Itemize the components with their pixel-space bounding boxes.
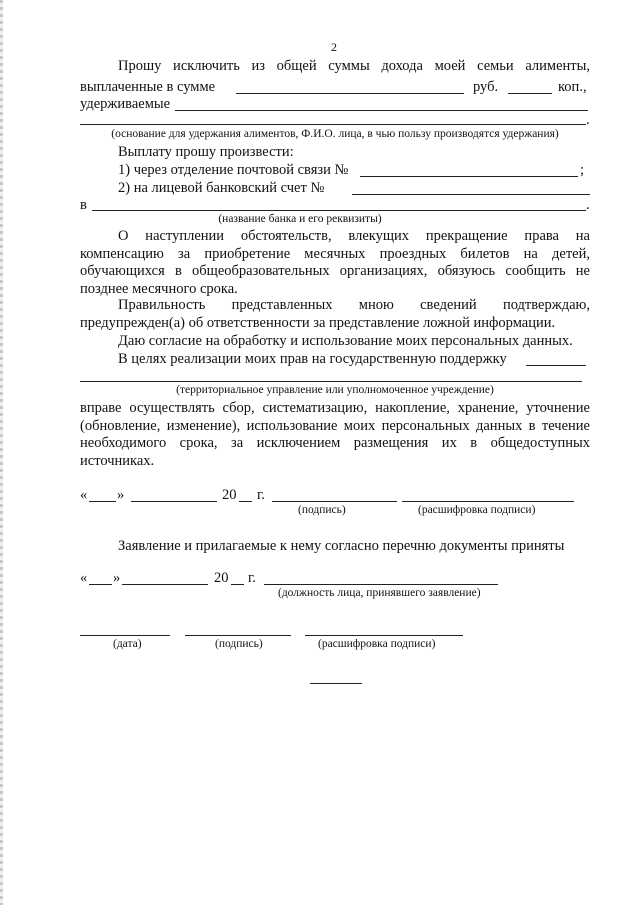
- consent-line-3: необходимого срока, за исключением размещения их в общедоступных: [80, 435, 590, 451]
- alimony-paragraph: [80, 58, 590, 76]
- bottom-decode-field[interactable]: [305, 635, 463, 636]
- bank-in-label: в: [80, 197, 87, 213]
- confirm-line-2: предупрежден(а) об ответственности за представление ложной информации.: [80, 314, 556, 331]
- accepted-date-quote-close: »: [113, 570, 121, 586]
- alimony-caption: (основание для удержания алиментов, Ф.И.О. лица, в чью пользу производятся удержания): [111, 128, 559, 140]
- accepted-position-caption: (должность лица, принявшего заявление): [278, 587, 481, 599]
- authority-caption: (территориальное управление или уполномоченное учреждение): [176, 384, 494, 396]
- payment-option-bank: 2) на лицевой банковский счет №: [118, 180, 325, 196]
- accepted-year-field[interactable]: [231, 584, 244, 585]
- consent-paragraph: [80, 400, 590, 470]
- bottom-signature-caption: (подпись): [215, 638, 263, 650]
- accepted-year-prefix: 20: [214, 570, 229, 586]
- payment-option-post: 1) через отделение почтовой связи №: [118, 162, 349, 178]
- applicant-decode-caption: (расшифровка подписи): [418, 504, 536, 516]
- alimony-amount-label: выплаченные в сумме: [80, 79, 216, 95]
- withheld-basis-field[interactable]: [80, 124, 586, 125]
- accepted-date-quote-open: «: [80, 570, 88, 586]
- consent-line-1: вправе осуществлять сбор, систематизацию, накопление, хранение, уточнение: [80, 400, 590, 416]
- bank-in-end: .: [586, 197, 590, 213]
- consent-line-4: источниках.: [80, 452, 155, 469]
- kop-label: коп.,: [558, 79, 587, 95]
- bank-name-field[interactable]: [92, 210, 586, 211]
- alimony-kop-field[interactable]: [508, 93, 552, 94]
- payment-option-post-end: ;: [580, 162, 585, 178]
- alimony-rub-field[interactable]: [236, 93, 464, 94]
- consent-text: Даю согласие на обработку и использование моих персональных данных.: [118, 333, 573, 349]
- confirm-paragraph: [80, 297, 590, 332]
- applicant-date-quote-close: »: [117, 487, 125, 503]
- applicant-month-field[interactable]: [131, 501, 217, 502]
- applicant-signature-caption: (подпись): [298, 504, 346, 516]
- accepted-day-field[interactable]: [89, 584, 112, 585]
- page-number: 2: [331, 40, 337, 54]
- end-rule: [310, 683, 362, 684]
- bottom-date-caption: (дата): [113, 638, 142, 650]
- notice-paragraph: [80, 228, 590, 298]
- bank-account-field[interactable]: [352, 194, 590, 195]
- authority-field[interactable]: [80, 381, 582, 382]
- notice-line-4: позднее месячного срока.: [80, 280, 238, 297]
- applicant-year-suffix: г.: [257, 487, 265, 503]
- withheld-period: .: [586, 112, 590, 128]
- applicant-day-field[interactable]: [89, 501, 116, 502]
- alimony-line-1: Прошу исключить из общей суммы дохода моей семьи алименты,: [118, 58, 590, 74]
- applicant-year-field[interactable]: [239, 501, 252, 502]
- applicant-year-prefix: 20: [222, 487, 237, 503]
- payment-intro: Выплату прошу произвести:: [118, 144, 294, 160]
- post-office-number-field[interactable]: [360, 176, 578, 177]
- accepted-text: Заявление и прилагаемые к нему согласно перечню документы приняты: [118, 538, 565, 554]
- notice-line-3: обучающихся в общеобразовательных организациях, обязуюсь сообщить не: [80, 263, 590, 279]
- rub-label: руб.: [473, 79, 499, 95]
- applicant-date-quote-open: «: [80, 487, 88, 503]
- notice-line-1: О наступлении обстоятельств, влекущих прекращение права на: [118, 228, 590, 244]
- accepted-year-suffix: г.: [248, 570, 256, 586]
- withheld-field[interactable]: [175, 110, 588, 111]
- bottom-decode-caption: (расшифровка подписи): [318, 638, 436, 650]
- applicant-signature-field[interactable]: [272, 501, 397, 502]
- consent-line-2: (обновление, изменение), использование моих персональных данных в течение: [80, 417, 590, 434]
- withheld-label: удерживаемые: [80, 96, 171, 112]
- rights-text: В целях реализации моих прав на государственную поддержку: [118, 351, 507, 367]
- bank-caption: (название банка и его реквизиты): [218, 213, 382, 225]
- bottom-date-field[interactable]: [80, 635, 170, 636]
- bottom-signature-field[interactable]: [185, 635, 291, 636]
- rights-field-short[interactable]: [526, 365, 586, 366]
- accepted-month-field[interactable]: [122, 584, 208, 585]
- applicant-decode-field[interactable]: [402, 501, 574, 502]
- confirm-line-1: Правильность представленных мною сведений подтверждаю,: [118, 297, 590, 313]
- notice-line-2: компенсацию за приобретение месячных проездных билетов на детей,: [80, 245, 590, 262]
- accepted-position-field[interactable]: [264, 584, 498, 585]
